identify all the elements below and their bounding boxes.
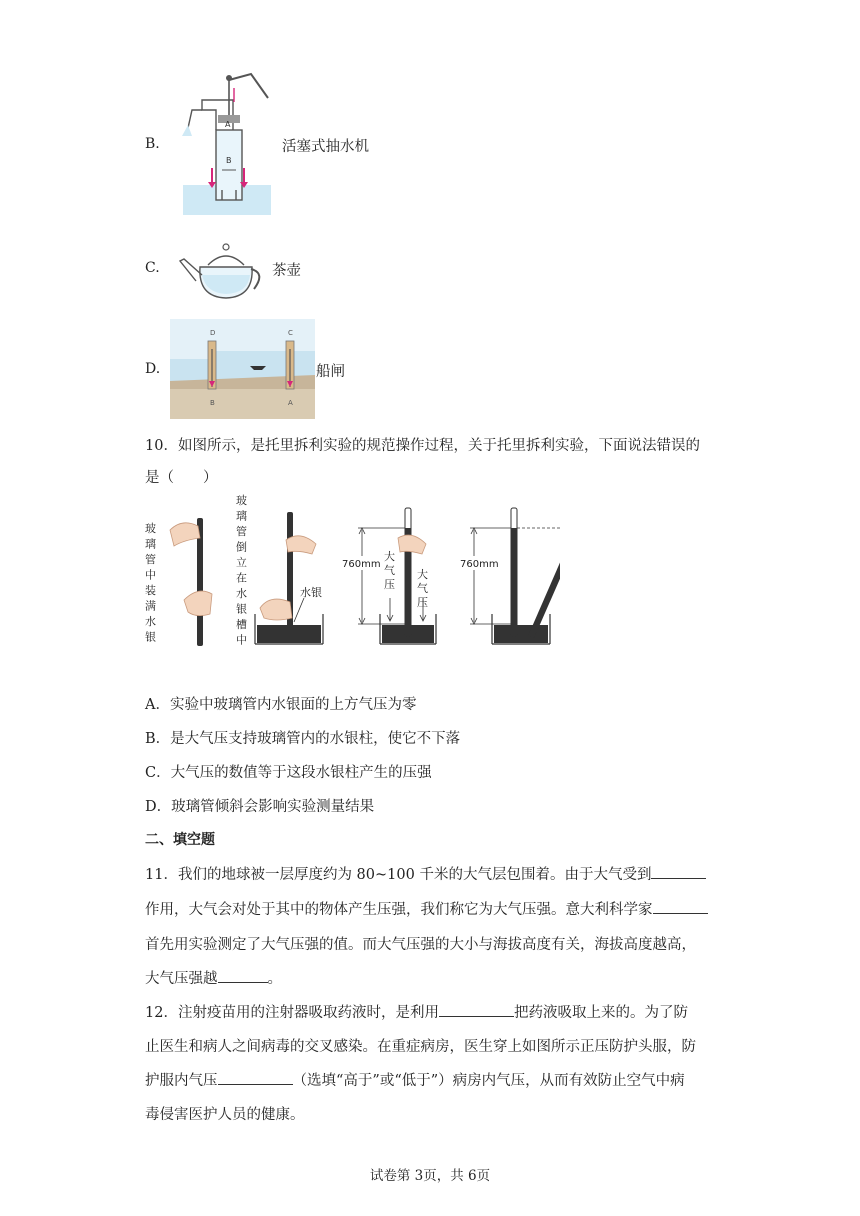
svg-text:D: D <box>210 329 216 337</box>
q10-stem-line2: 是（ ） <box>145 470 218 486</box>
label-fill-vertical: 玻璃管中装满水银 <box>145 522 156 644</box>
option-b-caption: 活塞式抽水机 <box>282 139 369 155</box>
q12-line1: 12．注射疫苗用的注射器吸取药液时，是利用 把药液吸取上来的。为了防 <box>145 1001 688 1022</box>
label-height-1: 760mm <box>342 559 381 570</box>
q12-line4: 毒侵害医护人员的健康。 <box>145 1107 305 1123</box>
q10-option-b: B．是大气压支持玻璃管内的水银柱，使它不下落 <box>145 731 461 747</box>
q11-line4: 大气压强越 。 <box>145 967 282 988</box>
label-atm-2: 大气压 <box>417 568 428 609</box>
option-c-caption: 茶壶 <box>272 263 301 279</box>
q10-option-a: A．实验中玻璃管内水银面的上方气压为零 <box>145 697 417 713</box>
blank-1[interactable] <box>651 864 706 879</box>
ship-lock-image <box>170 319 315 419</box>
q10-option-d: D．玻璃管倾斜会影响实验测量结果 <box>145 799 375 815</box>
q10-stem-line1: 10．如图所示，是托里拆利实验的规范操作过程，关于托里拆利实验，下面说法错误的 <box>145 438 700 454</box>
blank-3[interactable] <box>218 968 268 983</box>
section-heading: 二、填空题 <box>145 832 215 848</box>
page-footer: 试卷第 3页，共 6页 <box>369 1168 491 1184</box>
svg-text:A: A <box>288 399 293 407</box>
option-b-letter: B. <box>145 136 160 152</box>
blank-2[interactable] <box>653 899 708 914</box>
svg-text:B: B <box>226 156 232 165</box>
q10-option-c: C．大气压的数值等于这段水银柱产生的压强 <box>145 765 432 781</box>
svg-text:B: B <box>210 399 215 407</box>
q12-line3: 护服内气压 （选填“高于”或“低于”）病房内气压，从而有效防止空气中病 <box>145 1069 685 1090</box>
q11-line2: 作用，大气会对处于其中的物体产生压强，我们称它为大气压强。意大利科学家 <box>145 898 708 919</box>
svg-text:A: A <box>225 120 231 129</box>
label-mercury: 水银 <box>300 586 322 599</box>
label-height-2: 760mm <box>460 559 499 570</box>
option-c-letter: C. <box>145 260 160 276</box>
piston-pump-image <box>178 70 273 218</box>
svg-text:C: C <box>288 329 293 337</box>
torricelli-figure <box>140 490 560 656</box>
blank-5[interactable] <box>218 1070 293 1085</box>
label-invert-vertical: 玻璃管倒立在水银槽中 <box>236 494 247 647</box>
teapot-image <box>178 235 268 303</box>
option-d-letter: D. <box>145 361 161 377</box>
q11-line3: 首先用实验测定了大气压强的值。而大气压强的大小与海拔高度有关，海拔高度越高， <box>145 937 696 953</box>
q11-line1: 11．我们的地球被一层厚度约为 80~100 千米的大气层包围着。由于大气受到 <box>145 863 706 884</box>
blank-4[interactable] <box>439 1002 514 1017</box>
label-atm-1: 大气压 <box>384 550 395 591</box>
option-d-caption: 船闸 <box>316 364 345 380</box>
q12-line2: 止医生和病人之间病毒的交叉感染。在重症病房，医生穿上如图所示正压防护头服，防 <box>145 1039 696 1055</box>
